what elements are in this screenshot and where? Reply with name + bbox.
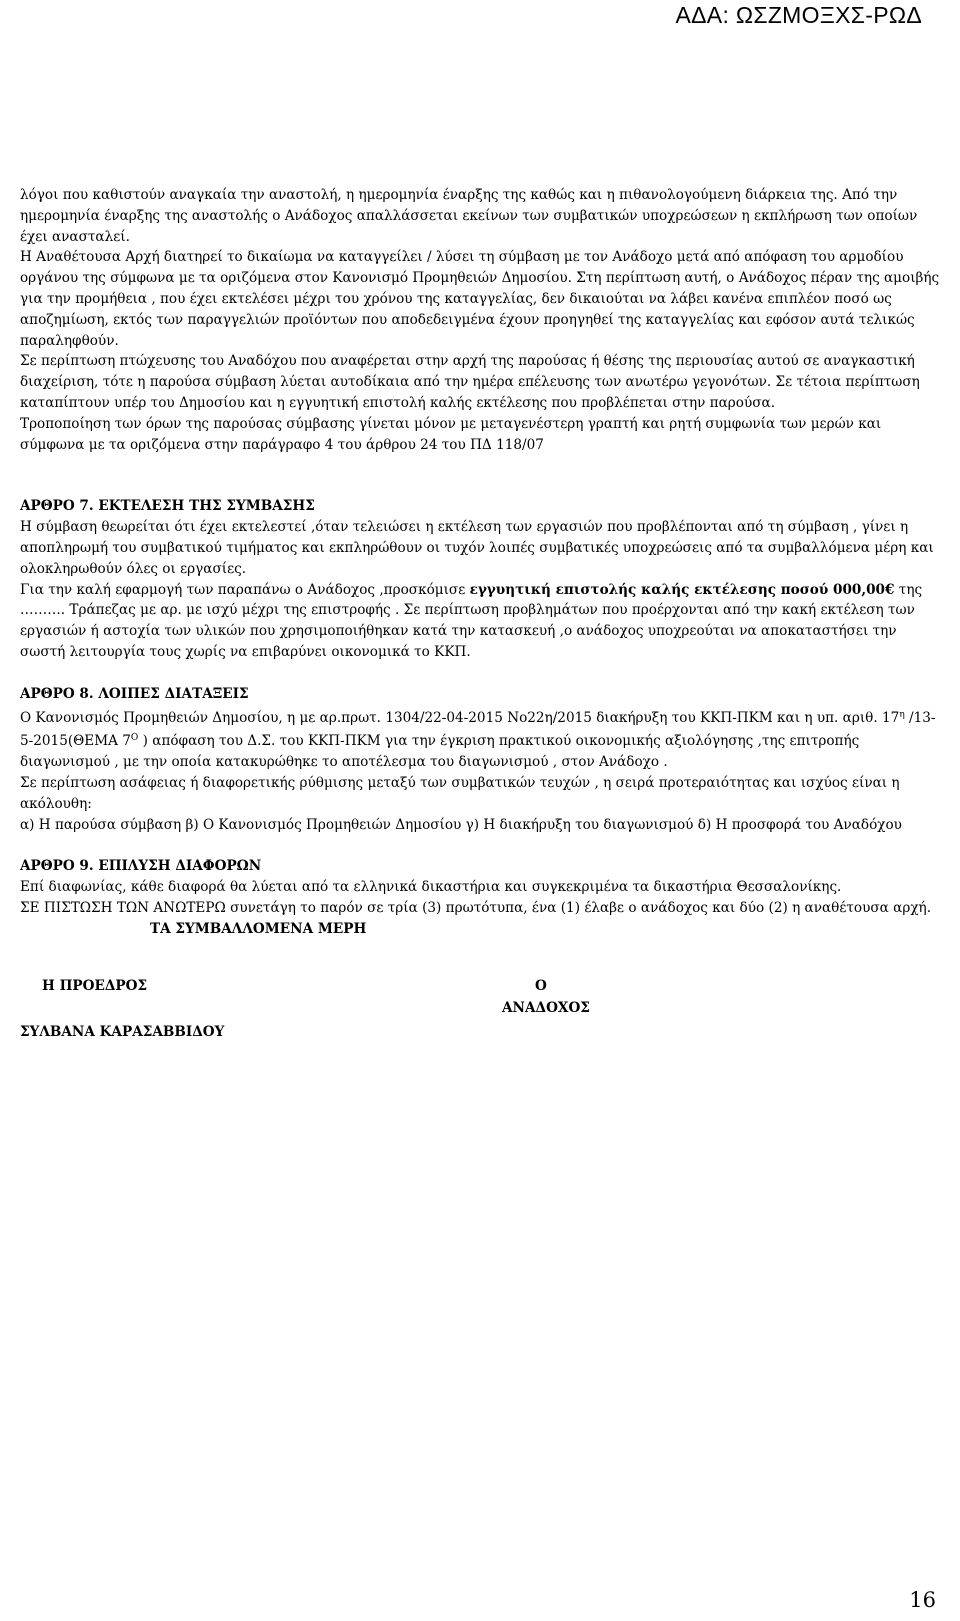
paragraph-termination: Η Αναθέτουσα Αρχή διατηρεί το δικαίωμα να καταγγείλει / λύσει τη σύμβαση με τον Ανάδοχο μετά από απόφαση του αρμοδίου οργάνου της σύμφωνα με τα οριζόμενα στον Κανονισμό Προμηθειών Δημοσίου. Στη περίπτωση αυτή, ο Ανάδοχος πέραν της αμοιβής για την προμήθεια , που έχει εκτελέσει μέχρι του χρόνου της καταγγελίας, δεν δικαιούται να λάβει κανένα επιπλέον ποσό ως αποζημίωση, εκτός των παραγγελιών προϊόντων που αποδεδειγμένα έχουν προηγηθεί της καταγγελίας και εφόσον αυτά τελικώς παραληφθούν. <box>20 249 940 349</box>
article-8-paragraph-2: Σε περίπτωση ασάφειας ή διαφορετικής ρύθμισης μεταξύ των συμβατικών τευχών , η σειρά προτεραιότητας και ισχύος είναι η ακόλουθη: <box>20 774 900 812</box>
contracting-parties-title: ΤΑ ΣΥΜΒΑΛΛΟΜΕΝΑ ΜΕΡΗ <box>150 920 367 937</box>
signature-block <box>20 940 942 1080</box>
paragraph-bankruptcy: Σε περίπτωση πτώχευσης του Αναδόχου που αναφέρεται στην αρχή της παρούσας ή θέσης της περιουσίας αυτού σε αναγκαστική διαχείριση, τότε η παρούσα σύμβαση λύεται αυτοδίκαια από την ημέρα επέλευσης των ανωτέρω γεγονότων. Σε τέτοια περίπτωση καταπίπτουν υπέρ του Δημοσίου και η εγγυητική επιστολή καλής εκτέλεσης που προβλέπεται στην παρούσα. <box>20 353 920 411</box>
contractor-title: ΑΝΑΔΟΧΟΣ <box>502 999 590 1016</box>
page-number: 16 <box>909 1588 936 1612</box>
article-8-paragraph-3: α) Η παρούσα σύμβαση β) Ο Κανονισμός Προμηθειών Δημοσίου γ) Η διακήρυξη του διαγωνισμού δ) Η προσφορά του Αναδόχου <box>20 816 902 833</box>
article-9-paragraph-1: Επί διαφωνίας, κάθε διαφορά θα λύεται από τα ελληνικά δικαστήρια και συγκεκριμένα τα δικαστήρια Θεσσαλονίκης. <box>20 879 842 896</box>
article-7-paragraph-2: Για την καλή εφαρμογή των παραπάνω ο Ανάδοχος ,προσκόμισε εγγυητική επιστολής καλής εκτέλεσης ποσού 000,00€ της ………. Τράπεζας με αρ. με ισχύ μέχρι της επιστροφής . Σε περίπτωση προβλημάτων που προέρχονται από την κακή εκτέλεση των εργασιών ή αστοχία των υλικών που χρησιμοποιήθηκαν κατά την κατασκευή ,ο ανάδοχος υποχρεούται να αποκαταστήσει την σωστή λειτουργία τους χωρίς να επιβαρύνει οικονομικά το ΚΚΠ. <box>20 581 923 660</box>
article-7-heading: ΑΡΘΡΟ 7. ΕΚΤΕΛΕΣΗ ΤΗΣ ΣΥΜΒΑΣΗΣ <box>20 498 315 515</box>
president-title: Η ΠΡΟΕΔΡΟΣ <box>42 977 148 994</box>
guarantee-letter-bold: εγγυητική επιστολής καλής εκτέλεσης ποσού 000,00€ <box>469 581 895 598</box>
article-7-paragraph-1: Η σύμβαση θεωρείται ότι έχει εκτελεστεί ,όταν τελειώσει η εκτέλεση των εργασιών που προβλέπονται από τη σύμβαση , γίνει η αποπληρωμή του συμβατικού τιμήματος και εκπληρώθουν οι τυχόν λοιπές συμβατικές υποχρεώσεις από τα συμβαλλόμενα μέρη και ολοκληρωθούν όλες οι εργασίες. <box>20 519 934 577</box>
president-name: ΣΥΛΒΑΝΑ ΚΑΡΑΣΑΒΒΙΔΟΥ <box>20 1023 225 1040</box>
article-9-heading: ΑΡΘΡΟ 9. ΕΠΙΛΥΣΗ ΔΙΑΦΟΡΩΝ <box>20 858 262 875</box>
document-page <box>20 185 942 1080</box>
ada-code: ΑΔΑ: ΩΣΖΜΟΞΧΣ-ΡΩΔ <box>675 2 922 28</box>
paragraph-amendment: Τροποποίηση των όρων της παρούσας σύμβασης γίνεται μόνον με μεταγενέστερη γραπτή και ρητή συμφωνία των μερών και σύμφωνα με τα οριζόμενα στην παράγραφο 4 του άρθρου 24 του ΠΔ 118/07 <box>20 415 882 453</box>
paragraph-suspension-end: λόγοι που καθιστούν αναγκαία την αναστολή, η ημερομηνία έναρξης της καθώς και η πιθανολογούμενη διάρκεια της. Από την ημερομηνία έναρξης της αναστολής ο Ανάδοχος απαλλάσσεται εκείνων των συμβατικών υποχρεώσεων η εκπλήρωση των οποίων έχει ανασταλεί. <box>20 187 918 245</box>
article-9-paragraph-2: ΣΕ ΠΙΣΤΩΣΗ ΤΩΝ ΑΝΩΤΕΡΩ συνετάγη το παρόν σε τρία (3) πρωτότυπα, ένα (1) έλαβε ο ανάδοχος και δύο (2) η αναθέτουσα αρχή. <box>20 899 932 916</box>
contractor-article: Ο <box>535 977 547 994</box>
article-8-heading: ΑΡΘΡΟ 8. ΛΟΙΠΕΣ ΔΙΑΤΑΞΕΙΣ <box>20 685 249 702</box>
article-8-paragraph-1: Ο Κανονισμός Προμηθειών Δημοσίου, η με αρ.πρωτ. 1304/22-04-2015 Νο22η/2015 διακήρυξη του ΚΚΠ-ΠΚΜ και η υπ. αριθ. $17^\eta$ /13-5-2015(ΘΕΜΑ $7^O$ ) απόφαση του Δ.Σ. του ΚΚΠ-ΠΚΜ για την έγκριση πρακτικού οικονομικής αξιολόγησης ,της επιτροπής διαγωνισμού , με την οποία κατακυρώθηκε το αποτέλεσμα του διαγωνισμού , στον Ανάδοχο . <box>20 709 936 771</box>
